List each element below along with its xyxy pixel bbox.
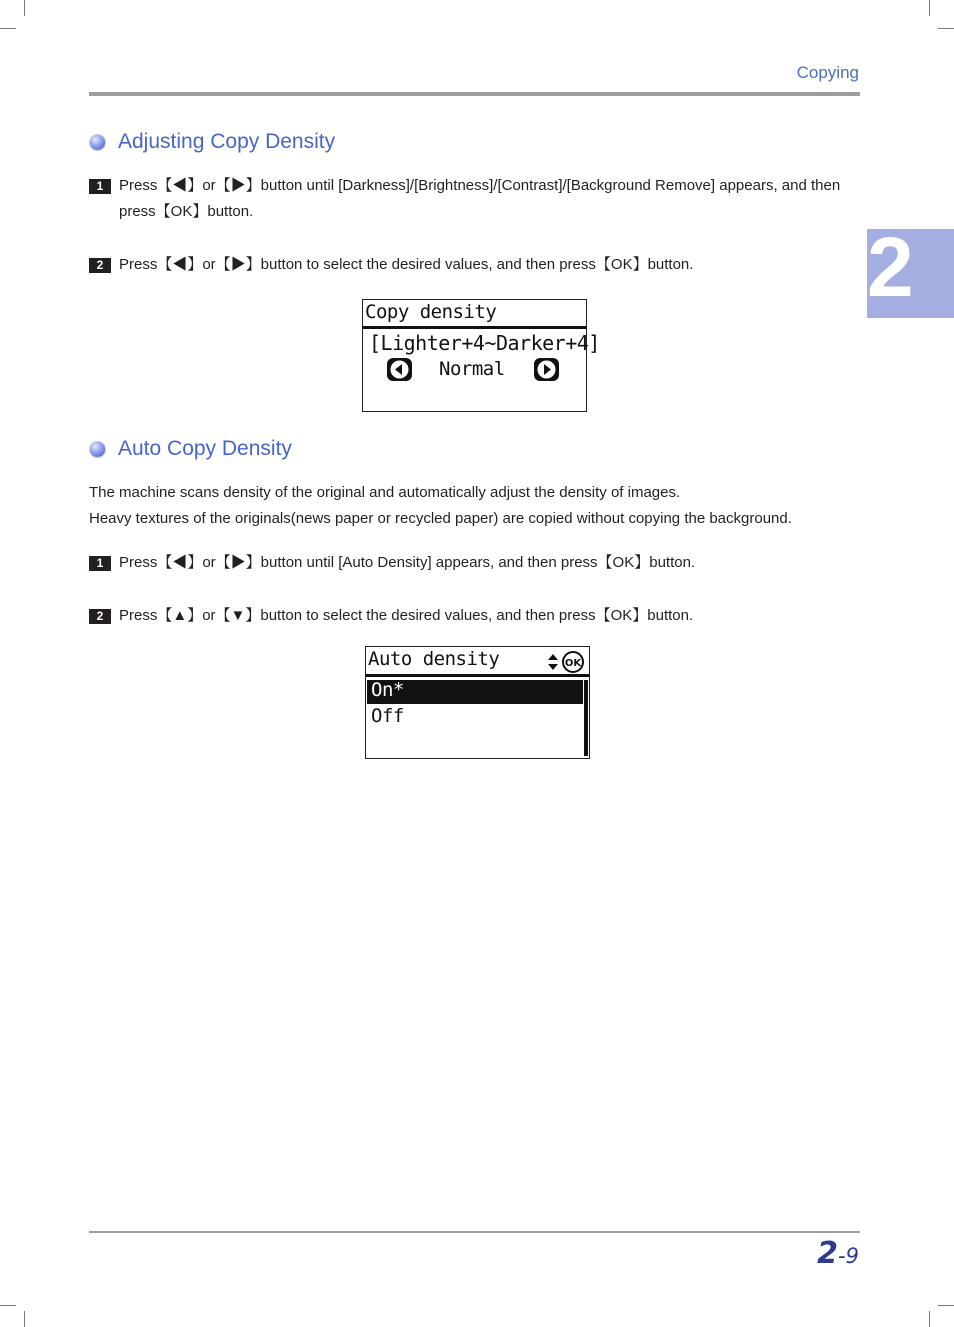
crop-mark: [929, 0, 930, 16]
body-paragraph: The machine scans density of the original and automatically adjust the density of images.: [89, 484, 681, 501]
lcd-title: Auto density: [368, 648, 500, 670]
lcd-title: Copy density: [365, 301, 497, 323]
crop-mark: [938, 28, 954, 29]
page-number: [817, 1236, 859, 1271]
crop-mark: [0, 1305, 16, 1306]
running-header: Copying: [796, 63, 859, 82]
step-item: [89, 252, 860, 278]
lcd-list-item: Off: [371, 705, 404, 727]
step-number-badge: 1: [89, 179, 111, 194]
header-rule: [89, 92, 860, 96]
lcd-screen-copy-density: [362, 299, 600, 412]
section-heading-adjusting-copy-density: [90, 130, 335, 154]
step-item: [89, 173, 860, 225]
left-arrow-key-icon: [387, 358, 412, 381]
step-text-line: Press【◀】or【▶】button until [Auto Density] appears, and then press【OK】button.: [119, 554, 696, 571]
crop-mark: [24, 1311, 25, 1327]
chapter-tab: [867, 220, 954, 318]
up-down-ok-icon: [546, 651, 586, 673]
bullet-icon: [90, 442, 105, 457]
step-text-line: Press【◀】or【▶】button until [Darkness]/[Brightness]/[Contrast]/[Background Remove] appears, and then: [119, 177, 841, 194]
step-number-badge: 2: [89, 609, 111, 624]
lcd-scrollbar: [584, 680, 588, 756]
section-heading-text: Adjusting Copy Density: [118, 130, 336, 153]
step-text-line: press【OK】button.: [119, 203, 254, 220]
step-number-badge: 1: [89, 556, 111, 571]
step-text: [119, 173, 860, 225]
chapter-tab-number: 2: [867, 220, 914, 314]
lcd-screen-auto-density: [365, 646, 590, 759]
step-number-badge: 2: [89, 258, 111, 273]
section-heading-text: Auto Copy Density: [118, 437, 292, 460]
right-arrow-key-icon: [534, 358, 559, 381]
step-item: [89, 603, 860, 629]
lcd-value-text: Normal: [439, 358, 505, 380]
footer-rule: [89, 1231, 860, 1233]
lcd-title-rule: [366, 674, 589, 677]
crop-mark: [929, 1311, 930, 1327]
step-text-line: Press【◀】or【▶】button to select the desired values, and then press【OK】button.: [119, 256, 694, 273]
lcd-range-text: [Lighter+4~Darker+4]: [369, 331, 600, 355]
lcd-title-rule: [363, 326, 586, 329]
bullet-icon: [90, 135, 105, 150]
crop-mark: [938, 1305, 954, 1306]
step-item: [89, 550, 860, 576]
ok-icon-label: OK: [564, 658, 582, 669]
crop-mark: [24, 0, 25, 16]
body-paragraph: Heavy textures of the originals(news paper or recycled paper) are copied without copying the background.: [89, 510, 792, 527]
section-heading-auto-copy-density: [90, 437, 292, 461]
page-number-chapter: 2: [817, 1236, 839, 1271]
lcd-list-item-selected: On*: [371, 679, 404, 701]
page-number-page: -9: [838, 1244, 859, 1268]
crop-mark: [0, 28, 16, 29]
step-text-line: Press【▲】or【▼】button to select the desired values, and then press【OK】button.: [119, 607, 694, 624]
